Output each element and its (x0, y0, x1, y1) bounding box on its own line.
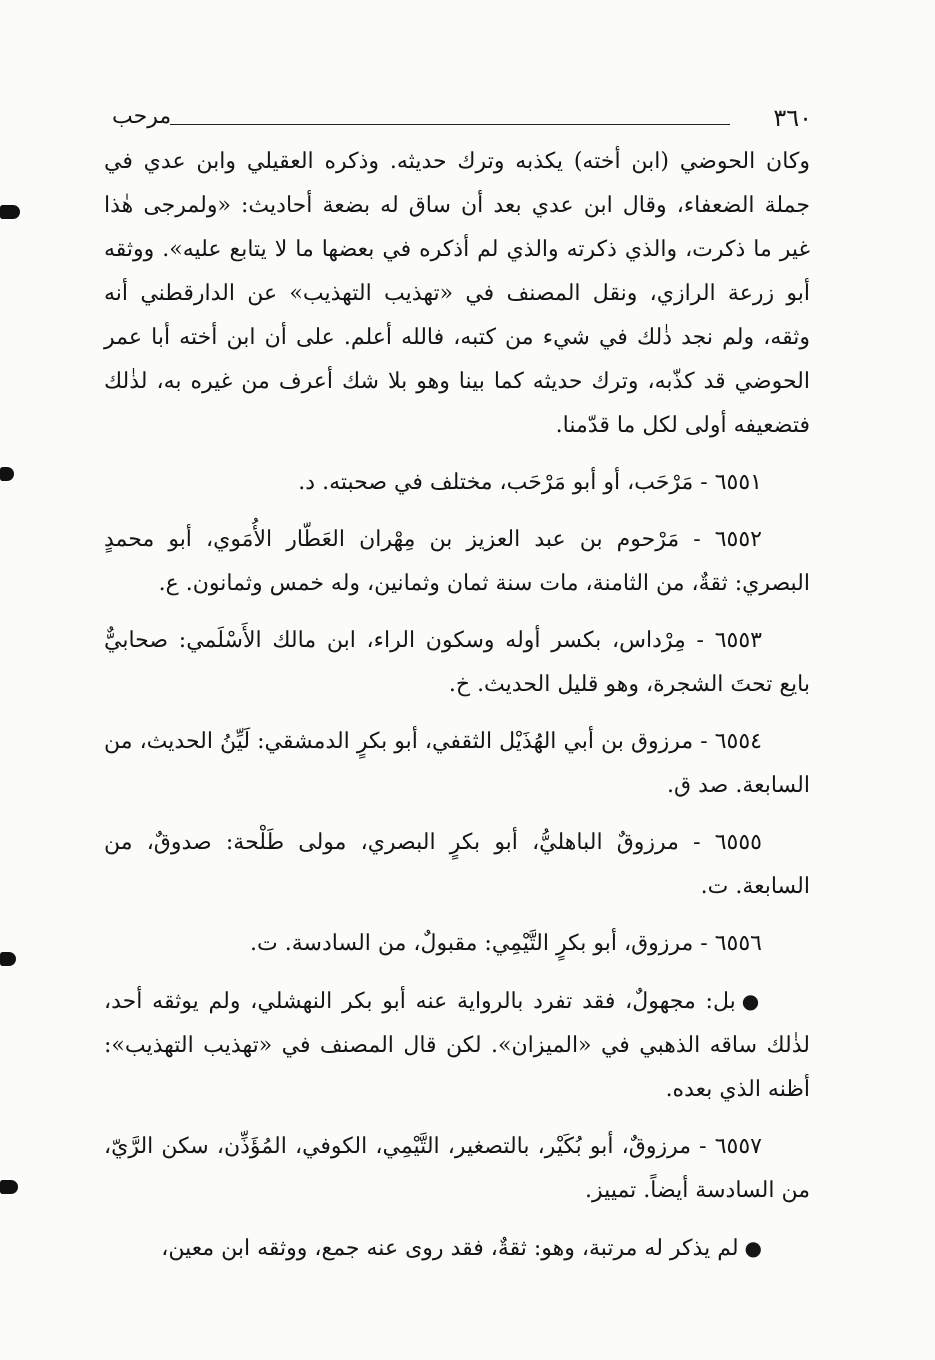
entry-6555: ٦٥٥٥ - مرزوقٌ الباهليُّ، أبو بكرٍ البصري، مولى طَلْحة: صدوقٌ، من السابعة. ت. (104, 830, 810, 899)
bullet-note-text: بل: مجهولٌ، فقد تفرد بالرواية عنه أبو بكر النهشلي، ولم يوثقه أحد، لذٰلك ساقه الذهبي في «الميزان». لكن قال المصنف في «تهذيب التهذيب»: أظنه الذي بعده. (104, 989, 810, 1102)
page-header (112, 104, 812, 140)
bullet-note-6557 (104, 1226, 810, 1271)
running-head: مرحب (112, 104, 172, 129)
margin-tab-mark (0, 1180, 18, 1194)
filled-circle-icon: ● (741, 989, 762, 1013)
entry-6552: ٦٥٥٢ - مَرْحوم بن عبد العزيز بن مِهْران العَطّار الأُمَوي، أبو محمدٍ البصري: ثقةٌ، من الثامنة، مات سنة ثمان وثمانين، وله خمس وثمانون. ع. (104, 527, 810, 596)
entry-6553: ٦٥٥٣ - مِرْداس، بكسر أوله وسكون الراء، ابن مالك الأَسْلَمي: صحابيٌّ بايع تحتَ الشجرة، وهو قليل الحديث. خ. (104, 628, 810, 697)
bullet-note-text: لم يذكر له مرتبة، وهو: ثقةٌ، فقد روى عنه جمع، ووثقه ابن معين، (161, 1236, 739, 1261)
bullet-note-6556 (104, 979, 810, 1112)
page-number: ٣٦٠ (773, 104, 812, 132)
entry-6557: ٦٥٥٧ - مرزوقٌ، أبو بُكَيْر، بالتصغير، التَّيْمِي، الكوفي، المُؤَذِّن، سكن الرَّيّ، من السادسة أيضاً. تمييز. (104, 1134, 810, 1203)
filled-circle-icon: ● (744, 1236, 762, 1260)
header-rule (170, 124, 730, 125)
paragraph-continuation: وكان الحوضي (ابن أخته) يكذبه وترك حديثه. وذكره العقيلي وابن عدي في جملة الضعفاء، وقال ابن عدي بعد أن ساق له بضعة أحاديث: «ولمرجى هٰذا غير ما ذكرت، والذي ذكرته والذي لم أذكره في بعضها ما لا يتابع عليه». ووثقه أبو زرعة الرازي، ونقل المصنف في «تهذيب التهذيب» عن الدارقطني أنه وثقه، ولم نجد ذٰلك في شيء من كتبه، فالله أعلم. على أن ابن أخته أبا عمر الحوضي قد كذّبه، وترك حديثه كما بينا وهو بلا شك أعرف من غيره به، لذٰلك فتضعيفه أولى لكل ما قدّمنا. (104, 149, 811, 438)
entry-6554: ٦٥٥٤ - مرزوق بن أبي الهُذَيْل الثقفي، أبو بكرٍ الدمشقي: لَيِّنُ الحديث، من السابعة. صد ق. (104, 729, 810, 798)
margin-tab-mark (0, 952, 16, 966)
margin-tab-mark (0, 467, 14, 481)
main-text (104, 140, 810, 1271)
entry-6551: ٦٥٥١ - مَرْحَب، أو أبو مَرْحَب، مختلف في صحبته. د. (298, 470, 762, 495)
margin-tab-mark (0, 205, 20, 219)
entry-6556: ٦٥٥٦ - مرزوق، أبو بكرٍ التَّيْمِي: مقبولٌ، من السادسة. ت. (250, 931, 762, 956)
